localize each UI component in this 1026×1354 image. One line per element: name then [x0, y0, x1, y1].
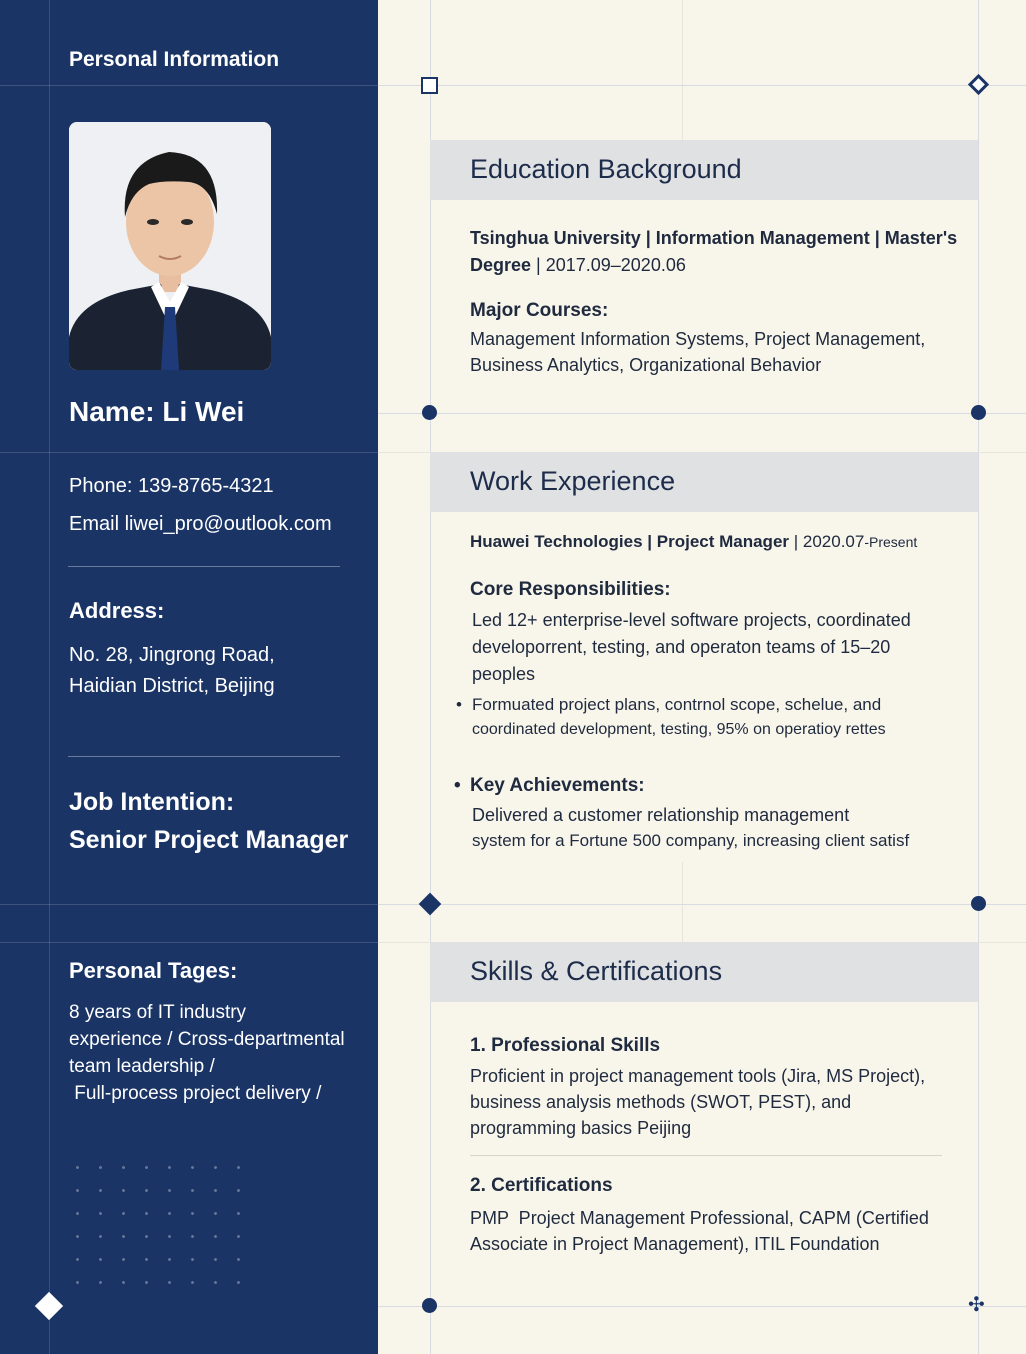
achievement-line: Delivered a customer relationship management [472, 805, 850, 825]
work-entry [470, 532, 917, 552]
dot-marker [422, 1298, 437, 1313]
core-line: Led 12+ enterprise-level software projects, coordinated [472, 610, 911, 630]
sidebar-grid-line [0, 85, 378, 86]
grid-line [378, 904, 1026, 905]
education-header [430, 140, 978, 200]
email: Email liwei_pro@outlook.com [69, 513, 332, 535]
education-entry: Tsinghua University | Information Management | Master's [470, 228, 958, 248]
square-marker [421, 77, 438, 94]
dot-marker [971, 896, 986, 911]
sidebar [0, 0, 378, 1354]
work-present: -Present [864, 534, 918, 550]
diamond-icon [35, 1292, 63, 1320]
address-line: Haidian District, Beijing [69, 675, 275, 697]
dot-marker [971, 405, 986, 420]
sidebar-grid-line [0, 452, 378, 453]
phone: Phone: 139-8765-4321 [69, 475, 274, 497]
job-intention-value: Senior Project Manager [69, 826, 349, 854]
courses-line: Management Information Systems, Project Management, [470, 329, 926, 349]
skills-line: business analysis methods (SWOT, PEST), and [470, 1092, 852, 1112]
education-dates: | 2017.09–2020.06 [531, 255, 686, 275]
diamond-marker [968, 74, 989, 95]
work-title: Work Experience [470, 466, 676, 496]
skills-separator [470, 1155, 942, 1156]
courses-line: Business Analytics, Organizational Behavior [470, 355, 822, 375]
responsibility-bullet: • Formuated project plans, contrnol scope, schelue, and [472, 695, 881, 715]
tags-line: Full-process project delivery / [69, 1083, 322, 1104]
certifications-line: Associate in Project Management), ITIL Foundation [470, 1234, 880, 1254]
skills-title: Skills & Certifications [470, 956, 723, 986]
sidebar-grid-line [0, 942, 378, 943]
grid-line [378, 1306, 1026, 1307]
achievement-line: system for a Fortune 500 company, increasing client satisf [472, 831, 910, 850]
skills-line: programming basics Peijing [470, 1118, 692, 1138]
tags-line: 8 years of IT industry [69, 1002, 247, 1023]
gear-icon: ✣ [968, 1294, 985, 1316]
certifications-label: 2. Certifications [470, 1175, 613, 1196]
work-start-date: | 2020.07 [789, 532, 865, 551]
core-responsibilities-label: Core Responsibilities: [470, 579, 671, 600]
sidebar-heading: Personal Information [69, 48, 280, 71]
address-text [69, 640, 349, 702]
education-title: Education Background [470, 154, 742, 184]
core-line: developorrent, testing, and operaton teams of 15–20 [472, 637, 891, 657]
grid-line [378, 85, 1026, 86]
sidebar-separator [68, 756, 340, 757]
key-achievements-label: • Key Achievements: [470, 775, 645, 797]
sidebar-grid-line [49, 0, 50, 1354]
responsibility-bullet-line: coordinated development, testing, 95% on operatioy rettes [472, 721, 886, 738]
grid-line [682, 862, 683, 942]
address-label: Address: [69, 598, 165, 623]
decorative-dot-grid [66, 1156, 246, 1296]
personal-tags-text [69, 999, 359, 1107]
skills-line: Proficient in project management tools (Jira, MS Project), [470, 1066, 926, 1086]
grid-line [682, 0, 683, 140]
dot-marker [422, 405, 437, 420]
sidebar-separator [68, 566, 340, 567]
name: Name: Li Wei [69, 396, 245, 427]
job-intention-label: Job Intention: [69, 788, 235, 816]
professional-skills-label: 1. Professional Skills [470, 1035, 661, 1056]
diamond-marker [419, 893, 442, 916]
education-entry-line2 [470, 255, 686, 276]
grid-line [430, 0, 431, 1354]
grid-line [378, 413, 1026, 414]
personal-tags-label: Personal Tages: [69, 958, 238, 983]
skills-header [430, 942, 978, 1002]
work-header [430, 452, 978, 512]
core-line: peoples [472, 664, 536, 684]
courses-label: Major Courses: [470, 300, 609, 321]
tags-line: team leadership / [69, 1056, 215, 1077]
sidebar-grid-line [0, 904, 378, 905]
degree-label: Degree [470, 255, 532, 275]
certifications-line: PMP Project Management Professional, CAPM (Certified [470, 1208, 929, 1228]
profile-photo [69, 122, 271, 370]
address-line: No. 28, Jingrong Road, [69, 644, 275, 666]
tags-line: experience / Cross-departmental [69, 1029, 345, 1050]
company-role: Huawei Technologies | Project Manager [470, 532, 790, 551]
grid-line [978, 0, 979, 1354]
